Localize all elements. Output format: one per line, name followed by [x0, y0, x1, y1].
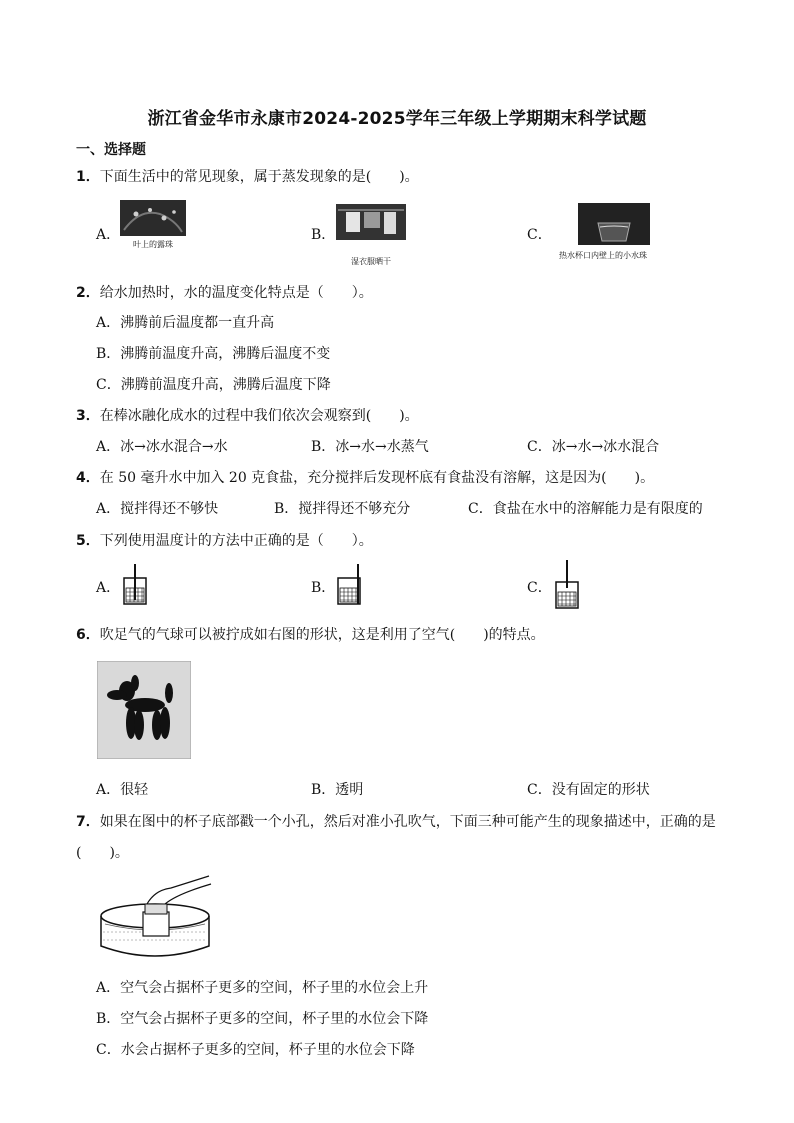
option-c: C．沸腾前温度升高，沸腾后温度下降	[96, 377, 331, 393]
option-c: C．没有固定的形状	[527, 782, 650, 798]
page-title: 浙江省金华市永康市2024-2025学年三年级上学期期末科学试题	[147, 109, 647, 129]
balloon-dog-image	[97, 661, 191, 763]
option-a-label: A．	[96, 580, 121, 596]
option-a: A．沸腾前后温度都一直升高	[96, 315, 275, 331]
question-number: 2．	[76, 285, 100, 301]
question-number: 7．	[76, 814, 100, 830]
option-c-label: C．	[527, 580, 552, 596]
option-c: C．食盐在水中的溶解能力是有限度的	[468, 501, 703, 517]
question-number: 4．	[76, 470, 100, 486]
option-c: C．水会占据杯子更多的空间，杯子里的水位会下降	[96, 1042, 415, 1058]
option-c-caption: 热水杯口内壁上的小水珠	[559, 251, 647, 260]
thermometer-beaker-c-icon	[552, 558, 584, 616]
option-a: A．冰→冰水混合→水	[96, 439, 228, 455]
question-1	[76, 166, 419, 186]
option-a: A．很轻	[96, 782, 149, 798]
cup-in-water-basin-image	[97, 872, 217, 966]
option-b-label: B．	[311, 580, 336, 596]
thermometer-beaker-a-icon	[120, 562, 152, 612]
question-stem: 给水加热时，水的温度变化特点是（ ）。	[99, 285, 373, 301]
question-7-blank: ( )。	[76, 845, 129, 861]
question-4	[76, 467, 654, 487]
question-number: 1．	[76, 169, 100, 185]
question-stem: 如果在图中的杯子底部戳一个小孔，然后对准小孔吹气，下面三种可能产生的现象描述中，正确的是	[99, 814, 716, 830]
question-6	[76, 624, 545, 644]
option-a-caption: 叶上的露珠	[133, 240, 173, 249]
question-3	[76, 405, 419, 425]
option-c-label: C．	[527, 227, 552, 243]
option-b: B．冰→水→水蒸气	[311, 439, 429, 455]
wet-clothes-drying-image	[336, 204, 406, 252]
option-a-label: A．	[96, 227, 121, 243]
option-b: B．搅拌得还不够充分	[274, 501, 411, 517]
question-stem: 吹足气的气球可以被拧成如右图的形状，这是利用了空气( )的特点。	[99, 627, 545, 643]
question-5	[76, 530, 373, 550]
option-b: B．沸腾前温度升高，沸腾后温度不变	[96, 346, 331, 362]
section-heading: 一、选择题	[76, 142, 146, 158]
question-number: 5．	[76, 533, 100, 549]
hot-cup-droplets-image	[578, 203, 650, 251]
option-c: C．冰→水→冰水混合	[527, 439, 660, 455]
question-stem: 下面生活中的常见现象，属于蒸发现象的是( )。	[99, 169, 419, 185]
option-a: A．搅拌得还不够快	[96, 501, 219, 517]
question-stem: 下列使用温度计的方法中正确的是（ ）。	[99, 533, 373, 549]
question-7	[76, 811, 716, 831]
option-b-label: B．	[311, 227, 336, 243]
option-b: B．透明	[311, 782, 364, 798]
option-b-caption: 湿衣服晒干	[351, 257, 391, 266]
question-number: 6．	[76, 627, 100, 643]
thermometer-beaker-b-icon	[336, 562, 368, 612]
question-2	[76, 282, 373, 302]
question-stem: 在棒冰融化成水的过程中我们依次会观察到( )。	[99, 408, 419, 424]
question-number: 3．	[76, 408, 100, 424]
question-stem: 在 50 毫升水中加入 20 克食盐，充分搅拌后发现杯底有食盐没有溶解，这是因为( )。	[99, 470, 655, 486]
option-b: B．空气会占据杯子更多的空间，杯子里的水位会下降	[96, 1011, 429, 1027]
option-a: A．空气会占据杯子更多的空间，杯子里的水位会上升	[96, 980, 429, 996]
